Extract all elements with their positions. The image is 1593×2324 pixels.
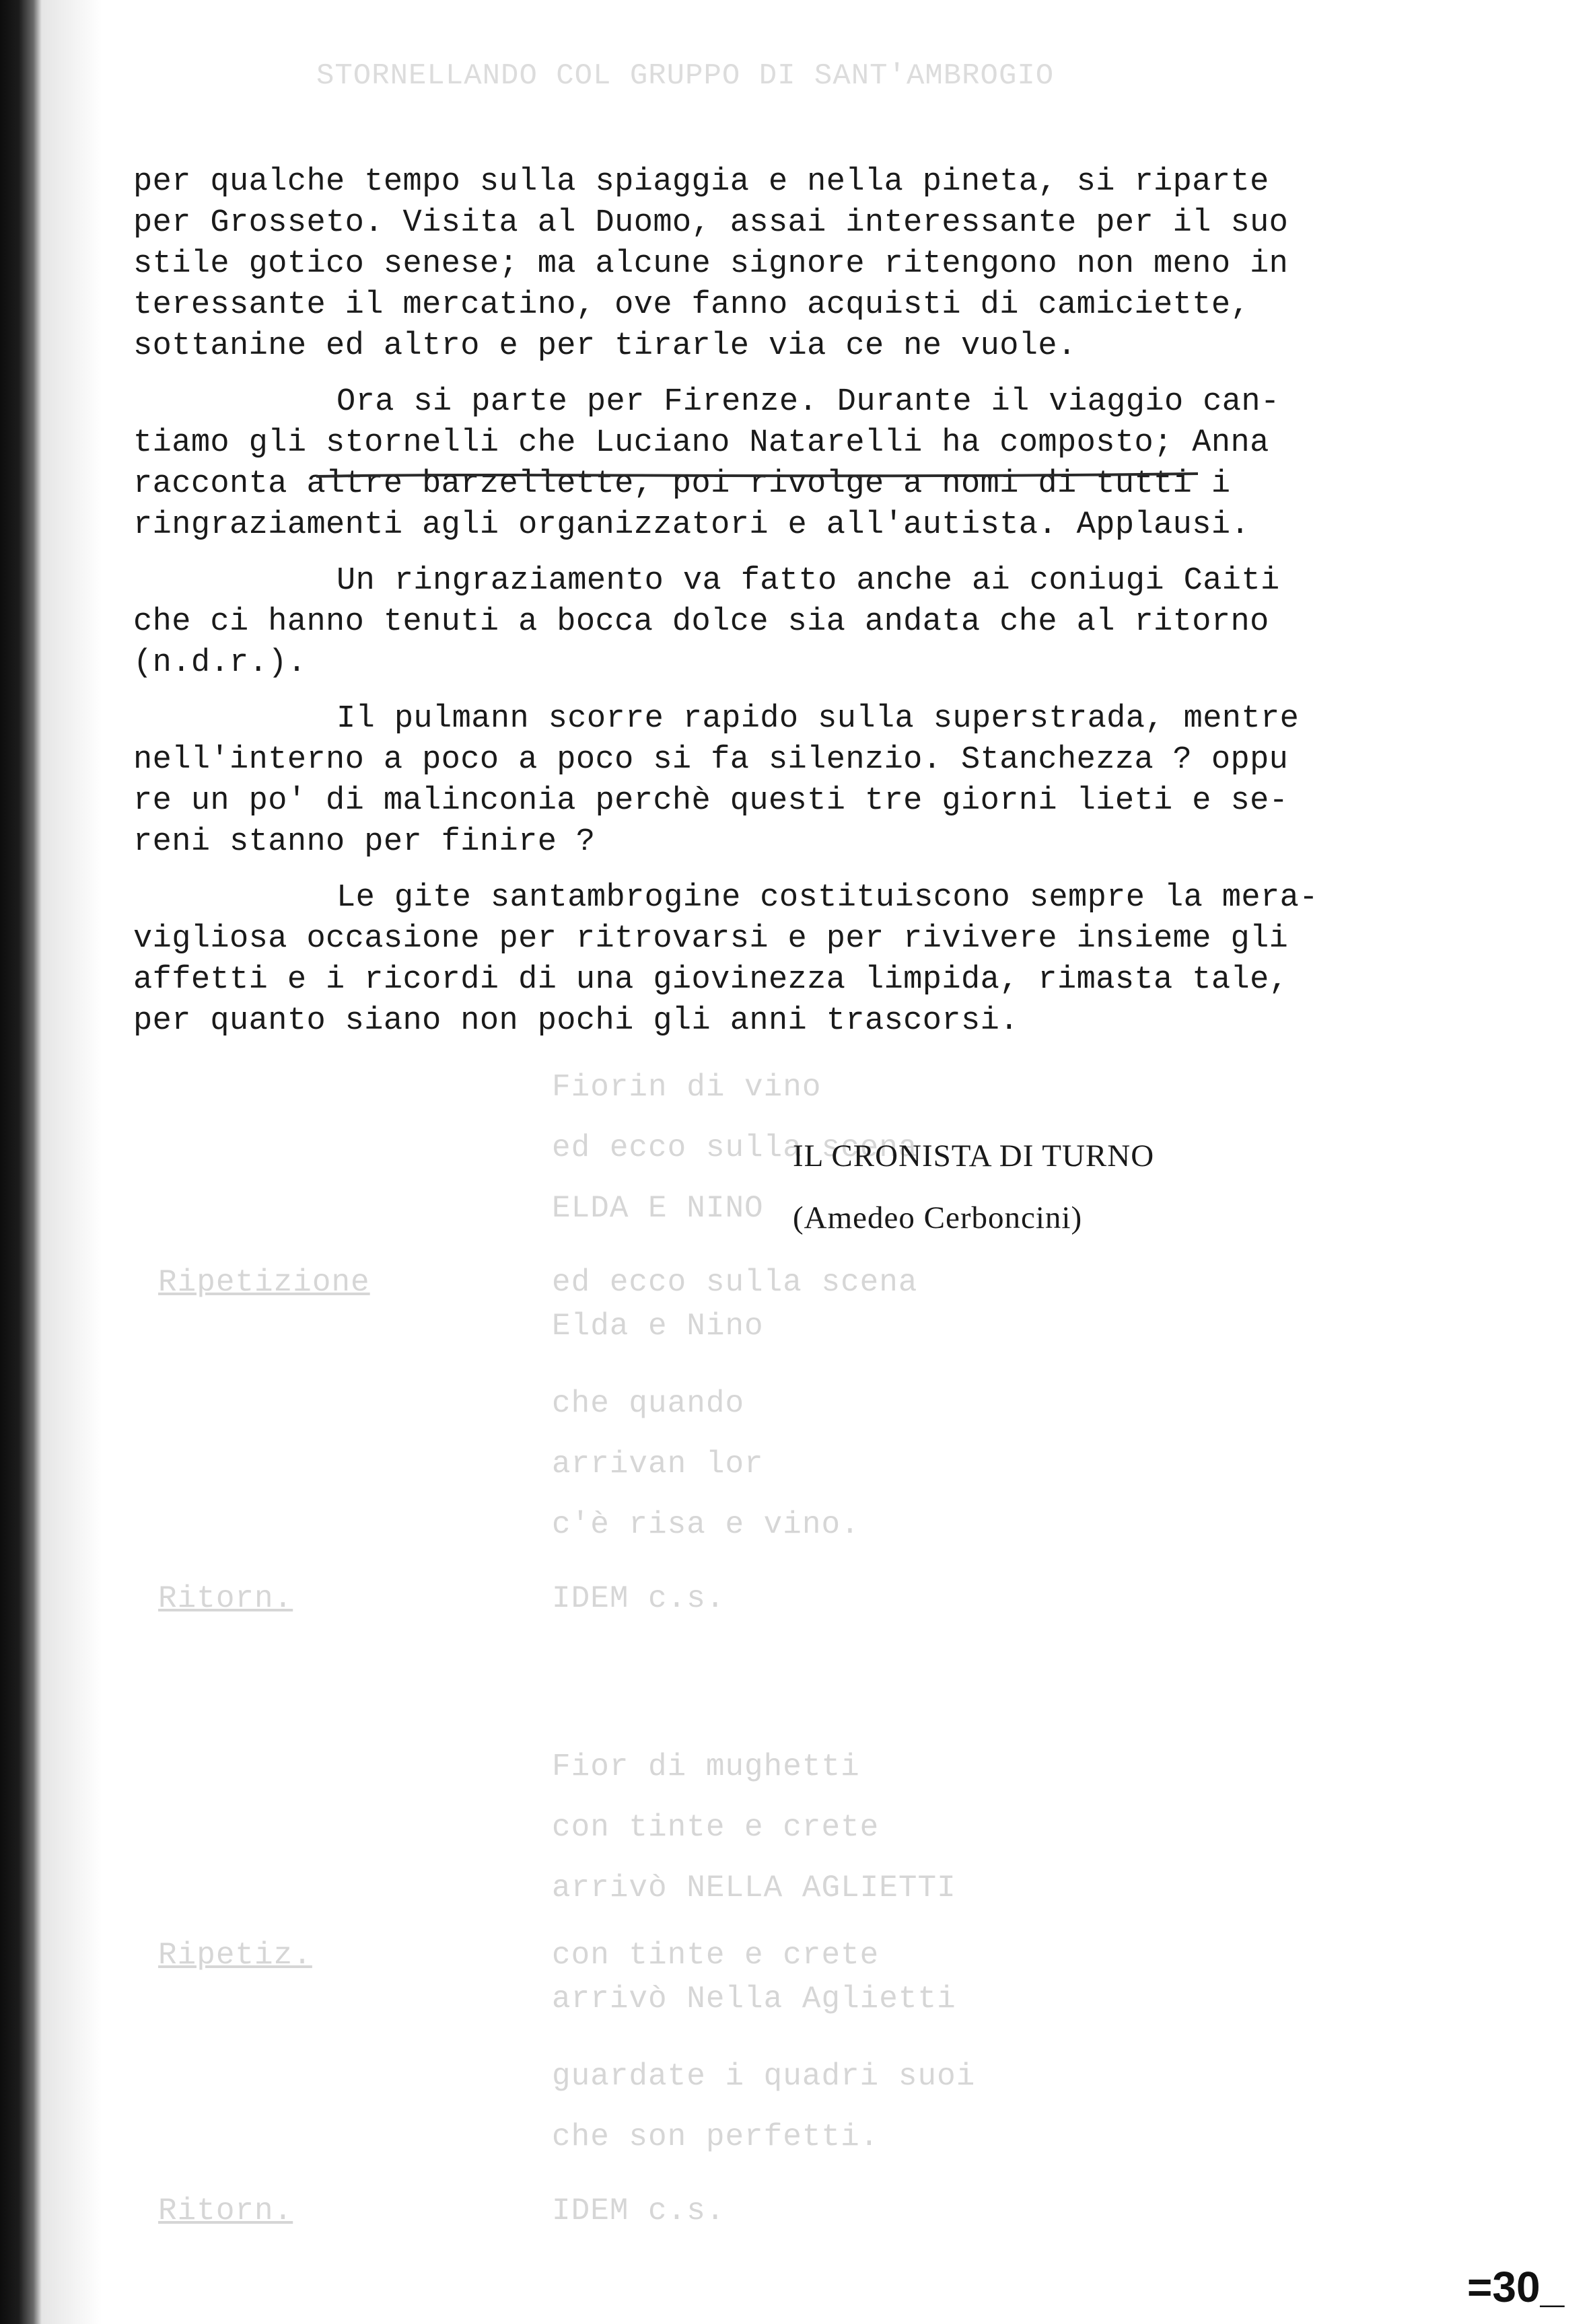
text-line: Il pulmann scorre rapido sulla superstrada, mentre bbox=[337, 701, 1300, 737]
bleed-through-text: guardate i quadri suoi bbox=[552, 2059, 976, 2094]
bleed-through-text: Fiorin di vino bbox=[552, 1070, 822, 1105]
bleed-through-label: Ritorn. bbox=[158, 2193, 293, 2228]
text-line: (n.d.r.). bbox=[133, 645, 307, 681]
paragraph bbox=[133, 877, 1372, 1042]
bleed-through-text: c'è risa e vino. bbox=[552, 1507, 860, 1542]
bleed-through-label: Ripetizione bbox=[158, 1265, 370, 1300]
bleed-through-text: che son perfetti. bbox=[552, 2119, 880, 2154]
bleed-through-text: Fior di mughetti bbox=[552, 1749, 860, 1784]
text-line: Ora si parte per Firenze. Durante il viaggio can- bbox=[337, 384, 1280, 420]
page-shadow bbox=[42, 0, 102, 2324]
page-number: =30_ bbox=[1467, 2263, 1565, 2311]
paragraph bbox=[133, 698, 1372, 863]
text-line: nell'interno a poco a poco si fa silenzio. Stanchezza ? oppu bbox=[133, 742, 1289, 778]
signature-block bbox=[793, 1125, 1154, 1249]
paragraph bbox=[133, 560, 1372, 684]
text-line: tiamo gli stornelli che Luciano Natarelli ha composto; Anna bbox=[133, 425, 1269, 461]
bleed-through-text: IDEM c.s. bbox=[552, 1581, 725, 1616]
bleed-through-text: ed ecco sulla scena bbox=[552, 1265, 918, 1300]
bleed-through-text: ELDA E NINO bbox=[552, 1191, 764, 1226]
bleed-through-text: arrivò NELLA AGLIETTI bbox=[552, 1871, 956, 1905]
bleed-through-text: con tinte e crete bbox=[552, 1938, 880, 1973]
paragraph bbox=[133, 161, 1372, 367]
text-line: per Grosseto. Visita al Duomo, assai interessante per il suo bbox=[133, 205, 1289, 241]
bleed-through-label: Ritorn. bbox=[158, 1581, 293, 1616]
text-line: teressante il mercatino, ove fanno acquisti di camiciette, bbox=[133, 287, 1250, 323]
bleed-through-text: IDEM c.s. bbox=[552, 2193, 725, 2228]
text-line: re un po' di malinconia perchè questi tre giorni lieti e se- bbox=[133, 783, 1289, 819]
bleed-through-text: che quando bbox=[552, 1386, 745, 1421]
bleed-through-text: arrivò Nella Aglietti bbox=[552, 1982, 956, 2017]
bleed-through-text: ed ecco sulla scena bbox=[552, 1130, 918, 1165]
article-body bbox=[133, 161, 1372, 1056]
text-line: ringraziamenti agli organizzatori e all'autista. Applausi. bbox=[133, 507, 1250, 543]
text-line: che ci hanno tenuti a bocca dolce sia andata che al ritorno bbox=[133, 604, 1269, 640]
bleed-through-header: STORNELLANDO COL GRUPPO DI SANT'AMBROGIO bbox=[316, 59, 1055, 93]
text-line: Un ringraziamento va fatto anche ai coniugi Caiti bbox=[337, 563, 1280, 599]
bleed-through-label: Ripetiz. bbox=[158, 1938, 312, 1973]
text-line: sottanine ed altro e per tirarle via ce ne vuole. bbox=[133, 328, 1077, 364]
bleed-through-text: con tinte e crete bbox=[552, 1810, 880, 1845]
text-line: stile gotico senese; ma alcune signore ritengono non meno in bbox=[133, 246, 1289, 282]
signature-name: (Amedeo Cerboncini) bbox=[793, 1200, 1083, 1235]
text-line: affetti e i ricordi di una giovinezza limpida, rimasta tale, bbox=[133, 962, 1289, 998]
text-line: reni stanno per finire ? bbox=[133, 824, 596, 860]
bleed-through-text: Elda e Nino bbox=[552, 1309, 764, 1344]
bleed-through-text: arrivan lor bbox=[552, 1447, 764, 1482]
text-line: racconta altre barzellette, poi rivolge a nomi di tutti i bbox=[133, 466, 1231, 502]
scan-left-edge bbox=[0, 0, 42, 2324]
text-line: per quanto siano non pochi gli anni trascorsi. bbox=[133, 1003, 1019, 1039]
pen-underline-mark bbox=[316, 471, 1198, 480]
text-line: per qualche tempo sulla spiaggia e nella pineta, si riparte bbox=[133, 164, 1269, 200]
text-line: vigliosa occasione per ritrovarsi e per rivivere insieme gli bbox=[133, 921, 1289, 957]
paragraph bbox=[133, 382, 1372, 546]
text-line: Le gite santambrogine costituiscono sempre la mera- bbox=[337, 880, 1318, 916]
signature-title: IL CRONISTA DI TURNO bbox=[793, 1138, 1155, 1173]
